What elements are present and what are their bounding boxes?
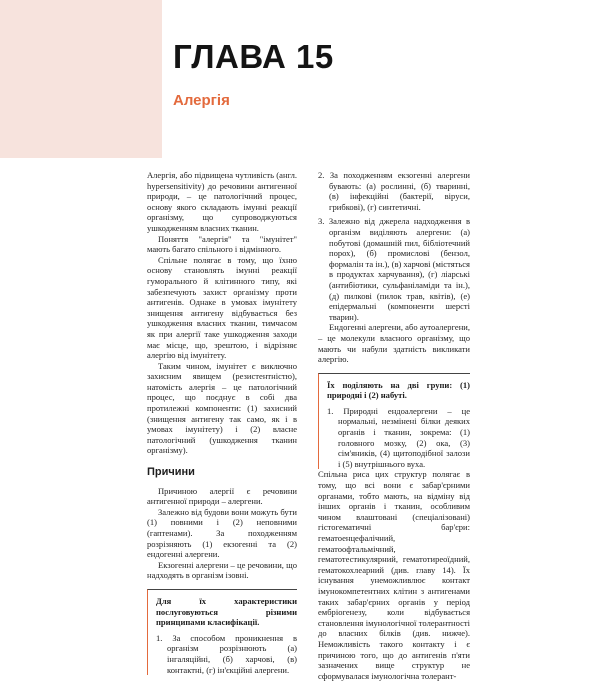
endoallergen-list — [327, 406, 470, 470]
list-item: 1. За способом проникнення в організм розрізнюють (а) інгаляційні, (б) харчові, (в) контактні, (г) ін'єкційні алергени. — [156, 632, 297, 675]
paragraph-difference: Таким чином, імунітет є виключно захисним явищем (резистентністю), натомість алергія – це патологічний процес, що поєднує в собі два протилежні компоненти: (1) захисний (знищення антигену так само, як і в умовах імунітету) і (2) власне патологічний (ушкодження тканин організму). — [147, 360, 297, 456]
endoallergen-groups-box — [318, 373, 470, 470]
box-intro: Їх поділяють на дві групи: (1) природні і (2) набуті. — [327, 379, 470, 401]
left-text-column — [147, 170, 297, 675]
box-intro: Для їх характеристики послуговуються різними принципами класифікації. — [156, 595, 297, 628]
paragraph-causes: Причиною алергії є речовини антигенної природи – алергени. — [147, 485, 297, 507]
list-item: 3. Залежно від джерела надходження в організм виділяють алергени: (а) побутові (домашній пил, бібліотечний порох), (б) промислові (бензол, формалін та ін.), (в) харчові (містяться в продуктах харчування), (г) ліарські (антибіотики, сульфаніламіди та ін.), (д) пилкові (пилок трав, квітів), (е) епідермальні (компоненти шерсті тварин). — [318, 216, 470, 322]
chapter-header-band — [0, 0, 162, 158]
right-text-column — [318, 170, 470, 681]
classification-box — [147, 589, 297, 675]
classification-list — [156, 633, 297, 675]
chapter-title: ГЛАВА 15 — [173, 38, 334, 75]
list-item: 2. За походженням екзогенні алергени бувають: (а) рослинні, (б) тваринні, (в) інфекційні (бактерії, віруси, грибкові), (г) синтетичні. — [318, 170, 470, 212]
paragraph-commonality: Спільне полягає в тому, що їхню основу становлять імунні реакції гуморального й клітинного типу, які забезпечують захист організму проти антигенів. Однаке в умовах імунітету знищення антигену відбувається без ушкодження власних тканин, тимчасом як при алергії таке ушкодження заходи має місце, що, зрештою, і відрізняє алергію від імунітету. — [147, 254, 297, 361]
classification-list-continued — [318, 170, 470, 322]
list-item: 1. Природні ендоалергени – це нормальні, незмінені білки деяких органів і тканин, зокрема: (1) головного мозку, (2) ока, (3) сім'яників, (4) щитоподібної залози і (5) внутрішнього вуха. — [327, 405, 470, 469]
chapter-subtitle: Алергія — [173, 92, 230, 109]
section-heading-causes: Причини — [147, 466, 195, 479]
paragraph-concepts: Поняття "алергія" та "імунітет" мають багато спільного і відмінного. — [147, 233, 297, 255]
paragraph-barrier-organs: Спільна риса цих структур полягає в тому, що всі вони є забар'єрними органами, тобто мають, на відміну від інших органів і тканин, особливим чином влаштовані (спеціалізовані) гістогематичні бар'єри: гематоенцефалічний, гематоофтальмічний, гематотестикулярний, гематотиреоїдний, гематокохлеарний (див. главу 14). Їх існування унеможливлює контакт імунокомпетентних клітин з антигенами таких забар'єрних органів у період ембріогенезу, коли відбувається становлення імунологічної толерантності до власних білків (див. нижче). Неможливість такого контакту і є причиною того, що до антигенів п'яти зазначених вище структур не сформувалася імунологічна толерант- — [318, 469, 470, 681]
paragraph-allergen-types: Залежно від будови вони можуть бути (1) повними і (2) неповними (гаптенами). За походженням розрізняють (1) екзогенні та (2) ендогенні алергени. — [147, 506, 297, 560]
paragraph-endogenous: Ендогенні алергени, або аутоалергени, – це молекули власного організму, що мають чи набули здатність викликати алергію. — [318, 322, 470, 365]
paragraph-exogenous: Екзогенні алергени – це речовини, що надходять в організм ізовні. — [147, 559, 297, 581]
paragraph-definition: Алергія, або підвищена чутливість (англ. hypersensitivity) до речовини антигенної природи, – це патологічний процес, основу якого складають імунні реакції організму, що супроводжуються ушкодженням власних тканин. — [147, 170, 297, 233]
